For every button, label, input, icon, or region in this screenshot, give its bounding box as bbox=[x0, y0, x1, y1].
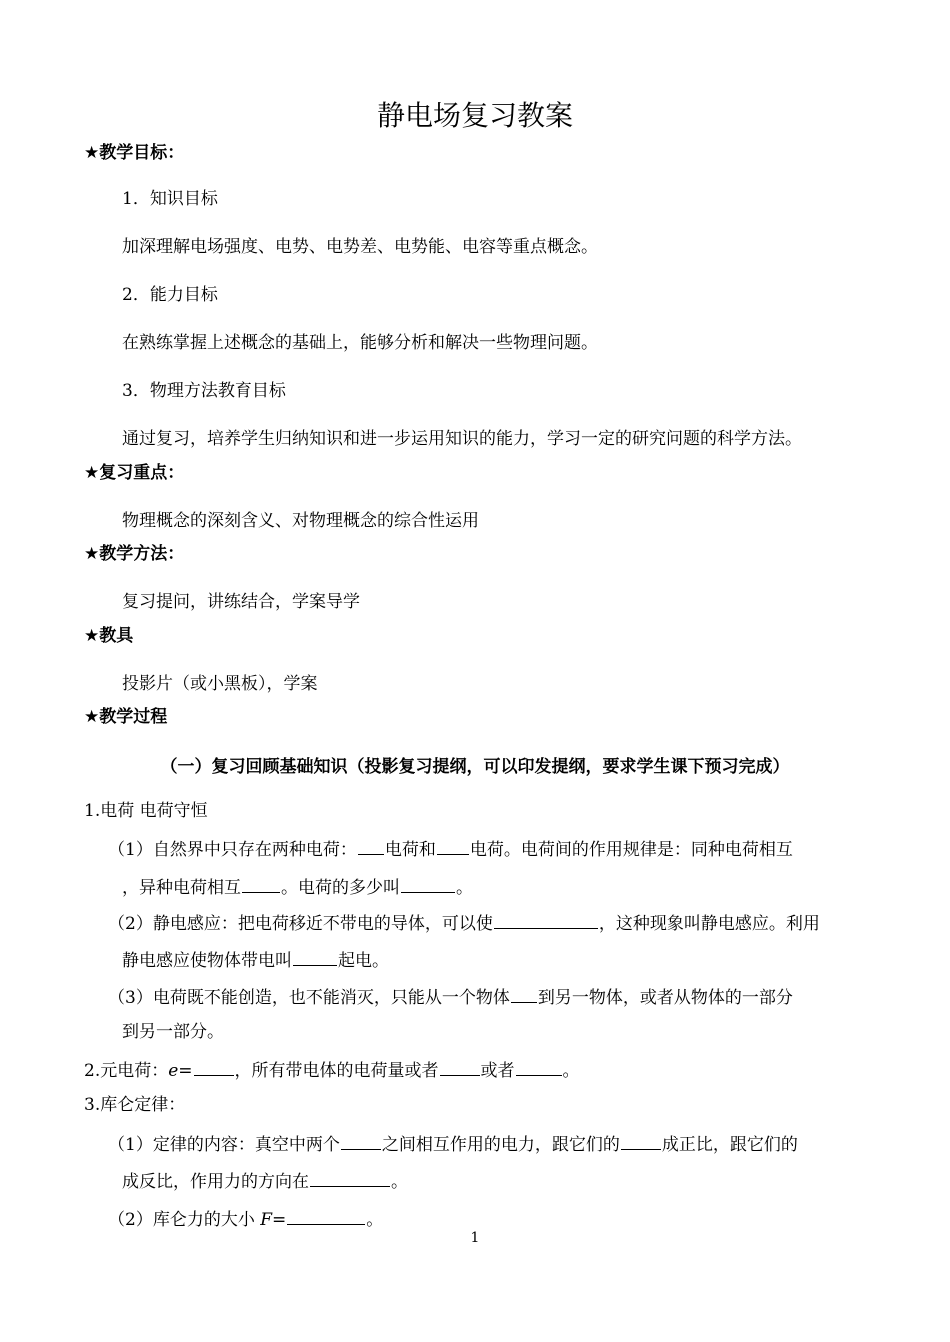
q2-text-a: 2.元电荷： bbox=[84, 1061, 169, 1081]
page-number: 1 bbox=[470, 1230, 480, 1246]
q1-3-line2: 到另一部分。 bbox=[122, 1022, 224, 1042]
q1-title: 1.电荷 电荷守恒 bbox=[84, 801, 208, 821]
goal3-label: 3．物理方法教育目标 bbox=[122, 381, 286, 401]
q3-1-text-c: 成正比，跟它们的 bbox=[661, 1135, 798, 1155]
page-title: 静电场复习教案 bbox=[376, 99, 573, 132]
process-heading: ★教学过程 bbox=[84, 707, 168, 727]
answer-blank[interactable] bbox=[494, 910, 598, 929]
answer-blank[interactable] bbox=[310, 1168, 390, 1187]
answer-blank[interactable] bbox=[440, 1057, 480, 1076]
q3-1-text-b: 之间相互作用的电力，跟它们的 bbox=[381, 1135, 620, 1155]
method-text: 复习提问，讲练结合，学案导学 bbox=[122, 592, 360, 612]
q2-text-b: = bbox=[178, 1061, 193, 1081]
answer-blank[interactable] bbox=[341, 1131, 381, 1150]
q1-3-text-a: （3）电荷既不能创造，也不能消灭，只能从一个物体 bbox=[108, 988, 510, 1008]
q1-2-text-c: 静电感应使物体带电叫 bbox=[122, 951, 292, 971]
q1-1-text-d: ，异种电荷相互 bbox=[122, 878, 241, 898]
answer-blank[interactable] bbox=[194, 1057, 234, 1076]
q1-1-line2 bbox=[122, 874, 473, 899]
q2-line bbox=[84, 1057, 580, 1082]
q3-title: 3.库仑定律： bbox=[84, 1095, 186, 1115]
q1-1-line1 bbox=[108, 836, 793, 861]
q3-2-line bbox=[108, 1206, 383, 1231]
q1-1-text-a: （1）自然界中只存在两种电荷： bbox=[108, 840, 357, 860]
q1-2-text-d: 起电。 bbox=[338, 951, 389, 971]
answer-blank[interactable] bbox=[401, 874, 455, 893]
answer-blank[interactable] bbox=[621, 1131, 661, 1150]
answer-blank[interactable] bbox=[358, 836, 384, 855]
q1-2-text-b: ，这种现象叫静电感应。利用 bbox=[598, 914, 820, 934]
q2-text-c: ，所有带电体的电荷量或者 bbox=[234, 1061, 439, 1081]
q1-3-text-b: 到另一物体，或者从物体的一部分 bbox=[537, 988, 793, 1008]
q3-2-text-c: 。 bbox=[366, 1210, 384, 1230]
q2-text-f: 。 bbox=[562, 1061, 580, 1081]
q3-2-text-a: （2）库仑力的大小 bbox=[108, 1210, 261, 1230]
focus-heading: ★复习重点： bbox=[84, 463, 185, 483]
tools-text: 投影片（或小黑板），学案 bbox=[122, 674, 318, 694]
goal2-label: 2．能力目标 bbox=[122, 285, 218, 305]
goal1-text: 加深理解电场强度、电势、电势差、电势能、电容等重点概念。 bbox=[122, 237, 598, 257]
q2-var-e: e bbox=[168, 1061, 179, 1081]
answer-blank[interactable] bbox=[437, 836, 469, 855]
goal1-label: 1．知识目标 bbox=[122, 189, 218, 209]
q1-1-text-e: 。电荷的多少叫 bbox=[281, 878, 400, 898]
answer-blank[interactable] bbox=[516, 1057, 562, 1076]
q1-3-line1 bbox=[108, 984, 793, 1009]
q1-1-text-c: 电荷。电荷间的作用规律是：同种电荷相互 bbox=[469, 840, 793, 860]
method-heading: ★教学方法： bbox=[84, 544, 185, 564]
process-subheading: （一）复习回顾基础知识（投影复习提纲，可以印发提纲，要求学生课下预习完成） bbox=[160, 757, 790, 777]
q3-1-line1 bbox=[108, 1131, 798, 1156]
goal3-text: 通过复习，培养学生归纳知识和进一步运用知识的能力，学习一定的研究问题的科学方法。 bbox=[122, 429, 802, 449]
focus-text: 物理概念的深刻含义、对物理概念的综合性运用 bbox=[122, 511, 479, 531]
q3-1-text-d: 成反比，作用力的方向在 bbox=[122, 1172, 309, 1192]
q2-text-d: 或者 bbox=[480, 1061, 515, 1081]
q1-1-text-b: 电荷和 bbox=[384, 840, 436, 860]
q1-1-text-f: 。 bbox=[456, 878, 473, 898]
answer-blank[interactable] bbox=[242, 874, 280, 893]
tools-heading: ★教具 bbox=[84, 626, 134, 646]
answer-blank[interactable] bbox=[293, 947, 337, 966]
q3-2-text-b: = bbox=[272, 1210, 287, 1230]
q3-1-text-e: 。 bbox=[391, 1172, 408, 1192]
answer-blank[interactable] bbox=[511, 984, 537, 1003]
q3-2-var-f: F bbox=[260, 1210, 273, 1230]
q1-2-line2 bbox=[122, 947, 389, 972]
goals-heading: ★教学目标： bbox=[84, 143, 185, 163]
answer-blank[interactable] bbox=[287, 1206, 365, 1225]
q1-2-line1 bbox=[108, 910, 820, 935]
q1-2-text-a: （2）静电感应：把电荷移近不带电的导体，可以使 bbox=[108, 914, 493, 934]
goal2-text: 在熟练掌握上述概念的基础上，能够分析和解决一些物理问题。 bbox=[122, 333, 598, 353]
q3-1-text-a: （1）定律的内容：真空中两个 bbox=[108, 1135, 340, 1155]
q3-1-line2 bbox=[122, 1168, 408, 1193]
